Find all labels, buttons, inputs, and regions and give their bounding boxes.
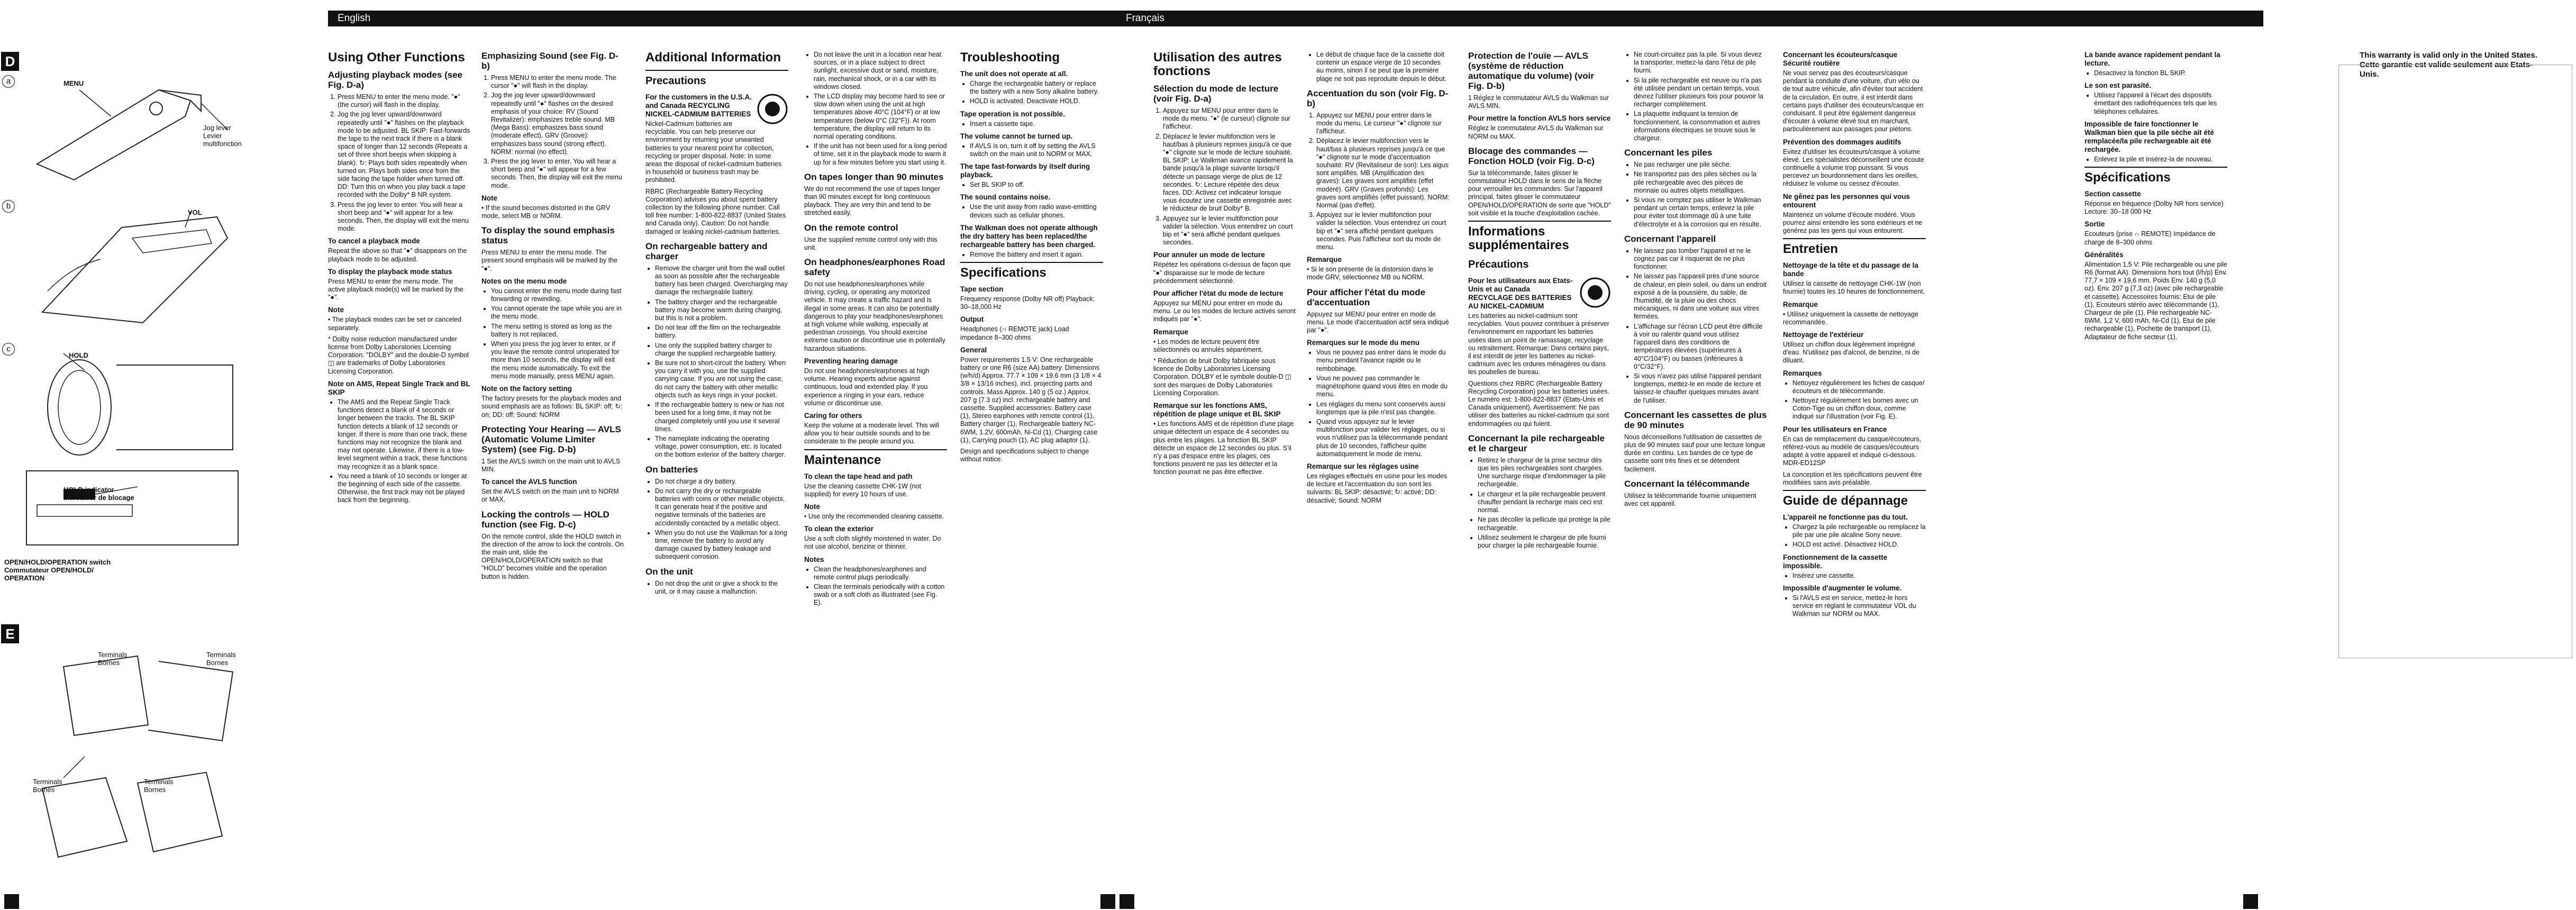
heading: On the remote control (804, 222, 898, 233)
paragraph: • The playback modes can be set or canceled separately. (328, 316, 462, 332)
heading: To cancel the AVLS function (481, 478, 577, 486)
list-item: • You need a blank of 10 seconds or longer at the beginning of each side of the cassette. Otherwise, the first track may not be played back from the beginning. (338, 472, 471, 505)
heading: Sortie (2085, 220, 2105, 229)
section-title: Additional Information (645, 51, 781, 65)
list-item: • Clean the terminals periodically with a cotton swab or a soft cloth as illustrated (see Fig. E). (814, 583, 947, 607)
paragraph: RBRC (Rechargeable Battery Recycling Corporation) advises you about spent battery collection by the following phone number. Call toll free number: 1-800-822-8837 (United States and Canada only). Caution: Do not handle damaged or leaking nickel-cadmium batteries. (645, 187, 786, 235)
step: 3. Appuyez sur le levier multifonction pour valider la sélection. Vous entendrez un court bip et "●" sera affiché pendant quelques secondes. Puis l'afficheur sort du mode de menu. (1316, 211, 1450, 251)
heading: Note on the factory setting (481, 385, 572, 393)
heading: To clean the exterior (804, 525, 874, 533)
list-item: • Enlevez la pile et insérez-la de nouveau. (2094, 156, 2227, 163)
list-item: • L'affichage sur l'écran LCD peut être difficile à voir ou ralentir quand vous utilisez l'appareil dans des conditions de températures élevées (supérieures à 40°C/104°F) ou basses (inférieures à 0°C/32°F). (1634, 323, 1767, 371)
paragraph: Réponse en fréquence (Dolby NR hors service) Lecture: 30–18 000 Hz (2085, 200, 2224, 216)
list-item: • La plaquette indiquant la tension de fonctionnement, la consommation et autres informations électriques se trouve sous le chargeur. (1634, 110, 1767, 142)
warranty-french: Cette garantie est valide seulement aux Etats-Unis. (2360, 60, 2533, 79)
list-item: • Nettoyez régulièrement les bornes avec un Coton-Tige ou un chiffon doux, comme indiqué sur l'illustration (voir Fig. E). (1792, 397, 1926, 421)
open-switch-label: OPEN/HOLD/OPERATION switch (4, 558, 111, 566)
section-title: Spécifications (2085, 170, 2171, 185)
heading: Pour afficher l'état du mode d'accentuation (1307, 287, 1426, 307)
list-item: • Quand vous appuyez sur le levier multifonction pour valider les réglages, ou si vous n'utilisez pas la télécommande pendant plus de 10 secondes, l'afficheur quitte automatiquement le mode de menu. (1316, 418, 1450, 458)
heading: Emphasizing Sound (see Fig. D-b) (481, 51, 618, 71)
heading: Nettoyage de l'extérieur (1783, 331, 1864, 339)
list-item: • Si la pile rechargeable est neuve ou n'a pas été utilisée pendant un certain temps, vous devrez l'utiliser plusieurs fois pour pouvoir la recharger complètement. (1634, 77, 1767, 109)
paragraph: Do not use headphones/earphones at high volume. Hearing experts advise against continuous, loud and extended play. If you experience a ringing in your ears, reduce volume or discontinue use. (804, 367, 930, 407)
paragraph: Evitez d'utiliser les écouteurs/casque à volume élevé. Les spécialistes déconseillent une écoute continuelle à volume trop puissant. Si vous percevez un bourdonnement dans les oreilles, réduisez le volume ou cessez d'écouter. (1783, 148, 1924, 188)
list-item: • Do not carry the dry or rechargeable batteries with coins or other metallic objects. It can generate heat if the positive and negative terminals of the batteries are accidentally contacted by a metallic object. (655, 487, 788, 527)
warranty-english: This warranty is valid only in the United States. (2360, 51, 2537, 60)
en-column-5 (960, 51, 1103, 897)
paragraph: • Si le son présente de la distorsion dans le mode GRV, sélectionnez MB ou NORM. (1307, 266, 1434, 281)
multifonction-label: multifonction (203, 140, 242, 148)
terminals-label-3: Terminals (33, 778, 62, 786)
list-item: • Remove the charger unit from the wall outlet as soon as possible after the rechargeable battery has been charged. Overcharging may damage the rechargeable battery. (655, 265, 788, 297)
heading: Tape section (960, 285, 1004, 294)
list-item: • Si vous ne comptez pas utiliser le Walkman pendant un certain temps, enlevez la pile pour éviter tout dommage dû à une fuite d'électrolyte et à la corrosion qui en résulte. (1634, 196, 1767, 229)
list-item: • Utilisez seulement le chargeur de pile fourni pour charger la pile rechargeable fournie. (1478, 534, 1611, 550)
en-column-2 (481, 51, 624, 897)
paragraph: Nous déconseillons l'utilisation de cassettes de plus de 90 minutes sauf pour une lecture longue durée en continu. Les bandes de ce type de cassette sont très fines et se détendent facilement. (1624, 433, 1765, 473)
heading: On batteries (645, 464, 698, 475)
paragraph: Power requirements 1.5 V: One rechargeable battery or one R6 (size AA) battery. Dimensions (w/h/d) Approx. 77.7 × 109 × 19.6 mm (3 1/8 × 4 3/8 × 13/16 inches), incl. projecting parts and controls. Mass Approx. 140 g (5 oz.) Approx. 207 g (7.3 oz) incl. rechargeable battery and cassette. Supplied accessories: Battery case (1), Stereo earphones with remote control (1), Battery charger (1), Rechargeable battery NC-6WM, 1.2V, 600mAh, Ni-Cd (1), Charging case (1), Carrying pouch (1), AC plug adaptor (1). (960, 356, 1102, 444)
paragraph: The factory presets for the playback modes and sound emphasis are as follows: BL SKIP: off; ↻: on; DD: off; Sound: NORM (481, 395, 623, 418)
heading: La bande avance rapidement pendant la lecture. (2085, 51, 2220, 67)
paragraph: 1 Set the AVLS switch on the main unit to AVLS MIN. (481, 457, 621, 473)
en-column-4 (804, 51, 947, 897)
heading: Remarque (1153, 327, 1189, 336)
list-item: • Chargez la pile rechargeable ou remplacez la pile par une pile alcaline Sony neuve. (1792, 523, 1926, 539)
heading: Remarques (1783, 369, 1822, 377)
step: 2. Jog the jog lever upward/downward repeatedly until "●" flashes on the playback mode to be adjusted. BL SKIP: Fast-forwards the tape to the next track if there is a blank space of longer than 12 seconds (Repeats a set of three short beeps when skipping a blank). ↻: Plays both sides repeatedly when turned on. Plays both sides once from the side facing the tape holder when turned off. DD: Turn this on when you play back a tape recorded with the Dolby* B NR system. (338, 111, 471, 199)
paragraph: Use the supplied remote control only with this unit. (804, 235, 937, 251)
list-item: • You cannot operate the tape while you are in the menu mode. (491, 305, 624, 321)
hold-label: HOLD (69, 351, 88, 359)
list-item: • Si vous n'avez pas utilisé l'appareil pendant longtemps, mettez-le en mode de lecture et laissez-le chauffer quelques minutes avant de l'utiliser. (1634, 372, 1767, 405)
paragraph: En cas de remplacement du casque/écouteurs, référez-vous au modèle de casques/écouteurs adapté à votre appareil et indiqué ci-dessous. MDR-ED12SP (1783, 435, 1922, 467)
list-item: • The menu setting is stored as long as the battery is not replaced. (491, 323, 624, 339)
terminals-label-1: Terminals (98, 651, 128, 659)
fr-column-2 (1307, 51, 1450, 897)
footnote: * Dolby noise reduction manufactured under license from Dolby Laboratories Licensing Corporation. "DOLBY" and the double-D symbol ◫ are trademarks of Dolby Laboratories Licensing Corporation. (328, 335, 469, 375)
heading: Adjusting playback modes (see Fig. D-a) (328, 70, 463, 90)
list-item: • Le chargeur et la pile rechargeable peuvent chauffer pendant la recharge mais ceci est normal. (1478, 490, 1611, 515)
heading: Remarque sur les fonctions AMS, répétition de plage unique et BL SKIP (1153, 402, 1281, 418)
heading: Protection de l'ouïe — AVLS (système de réduction automatique du volume) (voir Fig. D-b) (1468, 51, 1595, 91)
heading: Remarque (1783, 300, 1818, 308)
heading: To display the playback mode status (328, 267, 452, 276)
jog-lever-label: Jog lever (203, 124, 231, 132)
heading: Tape operation is not possible. (960, 110, 1065, 118)
list-item: • If the unit has not been used for a long period of time, set it in the playback mode to warm it up for a few minutes before you start using it. (814, 142, 947, 167)
section-title: Entretien (1783, 242, 1838, 257)
heading: Prévention des dommages auditifs (1783, 138, 1901, 146)
heading: Ne gênez pas les personnes qui vous entourent (1783, 192, 1910, 209)
section-title: Troubleshooting (960, 51, 1060, 65)
figure-label-a: a (2, 75, 15, 88)
list-item: • HOLD is activated. Deactivate HOLD. (970, 97, 1103, 105)
step: 2. Jog the jog lever upward/downward repeatedly until "●" flashes on the desired emphasis of your choice: RV (Sound Revitalizer): emphasizes treble sound. MB (Mega Bass): emphasizes bass sound (moderate effect). GRV (Groove): emphasizes bass sound (strong effect). NORM: normal (no effect). (491, 92, 624, 156)
list-item: • Ne pas décoller la pellicule qui protège la pile rechargeable. (1478, 516, 1611, 532)
figure-tab-e: E (1, 624, 19, 643)
fr-column-6 (2085, 51, 2227, 897)
list-item: • Do not drop the unit or give a shock to the unit, or it may cause a malfunction. (655, 580, 788, 596)
heading: Pour mettre la fonction AVLS hors service (1468, 114, 1611, 123)
paragraph: Headphones (∩ REMOTE jack) Load impedance 8–300 ohms (960, 325, 1069, 341)
heading: The unit does not operate at all. (960, 70, 1068, 78)
heading: Note on AMS, Repeat Single Track and BL SKIP (328, 379, 470, 396)
figure-tab-d: D (1, 52, 19, 71)
paragraph: • Utilisez uniquement la cassette de nettoyage recommandée. (1783, 310, 1918, 326)
en-column-3 (645, 51, 788, 897)
vol-label: VOL (188, 208, 202, 216)
paragraph: Utilisez un chiffon doux légèrement imprégné d'eau. N'utilisez pas d'alcool, de benzine, ni de diluant. (1783, 341, 1920, 365)
heading: Concernant l'appareil (1624, 233, 1716, 244)
heading: Concernant la pile rechargeable et le chargeur (1468, 433, 1605, 453)
section-title: Guide de dépannage (1783, 493, 1908, 508)
walkman-volume-illustration (26, 206, 249, 328)
hold-indicator-label: HOLD indicator (63, 486, 114, 494)
figure-label-b: b (2, 200, 15, 213)
step: 1. Appuyez sur MENU pour entrer dans le mode du menu. "●" (le curseur) clignote sur l'afficheur. (1163, 107, 1296, 131)
paragraph: Utilisez la télécommande fournie uniquement avec cet appareil. (1624, 492, 1756, 507)
paragraph: We do not recommend the use of tapes longer than 90 minutes except for long continuous playback. They are very thin and tend to be stretched easily. (804, 185, 940, 217)
heading: Le son est parasité. (2085, 81, 2152, 90)
heading: Pour les utilisateurs en France (1783, 425, 1887, 433)
paragraph: Use a soft cloth slightly moistened in water. Do not use alcohol, benzine or thinner. (804, 535, 941, 551)
paragraph: On the remote control, slide the HOLD switch in the direction of the arrow to lock the controls. On the main unit, slide the OPEN/HOLD/OPERATION switch so that "HOLD" becomes visible and the operation button is hidden. (481, 532, 624, 580)
heading: On headphones/earphones Road safety (804, 257, 945, 278)
step: 1. Appuyez sur MENU pour entrer dans le mode du menu. Le curseur "●" clignote sur l'afficheur. (1316, 112, 1450, 136)
heading: The Walkman does not operate although the dry battery has been replaced/the rechargeable battery has been charged. (960, 223, 1098, 249)
list-item: • Utilisez l'appareil à l'écart des dispositifs émettant des radiofréquences tels que les téléphones cellulaires. (2094, 92, 2227, 116)
list-item: • Ne transportez pas des piles sèches ou la pile rechargeable avec des pièces de monnaie ou autres objets métalliques. (1634, 170, 1767, 195)
paragraph: Press MENU to enter the menu mode. The present sound emphasis will be marked by the "●". (481, 249, 618, 272)
section-title: Utilisation des autres fonctions (1153, 51, 1282, 78)
paragraph: Ne vous servez pas des écouteurs/casque pendant la conduite d'une voiture, d'un vélo ou de tout autre véhicule, afin d'éviter tout accident de la circulation. En outre, il est interdit dans certains pays d'utiliser des écouteurs/casque en conduisant. Il peut être également dangereux d'écouter à volume élevé tout en marchant, particulièrement aux passages pour piétons. (1783, 69, 1924, 133)
bornes-label-4: Bornes (144, 786, 166, 794)
heading: The sound contains noise. (960, 193, 1051, 202)
indicateur-blocage-label: Indicateur de blocage (63, 494, 134, 502)
heading: On the unit (645, 566, 693, 577)
paragraph: La conception et les spécifications peuvent être modifiées sans avis préalable. (1783, 470, 1922, 486)
list-item: • Ne laissez pas l'appareil près d'une source de chaleur, en plein soleil, ou dans un endroit exposé à de la poussière, du sable, de l'humidité, de la pluie ou des chocs mécaniques, ni dans une voiture aux vitres fermées. (1634, 272, 1767, 321)
english-header-band: English (328, 11, 1117, 26)
paragraph: Questions chez RBRC (Rechargeable Battery Recycling Corporation) pour les batteries usées. Le numéro est: 1-800-822-8837 (Etats-Unis et Canada uniquement). Avertissement: Ne pas utiliser des batteries au nickel-cadmium qui sont endommagées ou qui fuient. (1468, 379, 1609, 427)
francais-header-band: Français (1116, 11, 2263, 26)
list-item: • Ne court-circuitez pas la pile. Si vous devez la transporter, mettez-la dans l'étui de pile fourni. (1634, 51, 1767, 75)
paragraph: Maintenez un volume d'écoute modéré. Vous pourrez ainsi entendre les sons extérieurs et ne générez pas les gens qui vous entourent. (1783, 211, 1923, 235)
menu-label: MENU (63, 79, 84, 87)
step: 2. Déplacez le levier multifonction vers le haut/bas à plusieurs reprises jusqu'à ce que "●" clignote sur le mode de lecture souhaité. BL SKIP: Le Walkman avance rapidement la bande jusqu'à la plage suivante lorsqu'il détecte un passage vierge de plus de 12 secondes. ↻: Lecture répétée des deux faces. DD: Activez cet indicateur lorsque vous écoutez une cassette enregistrée avec le réducteur de bruit Dolby* B. (1163, 133, 1296, 213)
heading: Note (481, 194, 497, 202)
list-item: • The AMS and the Repeat Single Track functions detect a blank of 4 seconds or longer between the tracks. The BL SKIP function detects a blank of 12 seconds or longer. If there is more than one track, these functions may not recognize the blank and may not operate. Likewise, if there is a low-level segment within a track, these functions may recognize it as a blank space. (338, 398, 471, 471)
paragraph: Alimentation 1,5 V: Pile rechargeable ou une pile R6 (format AA). Dimensions hors tout (l/h/p) Env. 77,7 × 109 × 19,6 mm. Poids Env. 140 g (5,0 oz). Env. 207 g (7,3 oz) (avec pile rechargeable et cassette). Accessoires fournis: Etui de pile (1), Ecouteurs stéréo avec télécommande (1), Chargeur de pile (1), Pile rechargeable NC-6WM, 1,2 V, 600 mAh, Ni-Cd (1), Etui de pile rechargeable (1), Pochette de transport (1), Adaptateur de fiche secteur (1). (2085, 260, 2227, 341)
heading: To clean the tape head and path (804, 472, 913, 480)
paragraph: Set the AVLS switch on the main unit to NORM or MAX. (481, 488, 619, 504)
heading: Preventing hearing damage (804, 357, 898, 365)
heading: Concernant les écouteurs/casque Sécurité routière (1783, 51, 1898, 67)
list-item: • If the rechargeable battery is new or has not been used for a long time, it may not be charged completely until you use it several times. (655, 401, 788, 433)
paragraph: • Use only the recommended cleaning cassette. (804, 512, 944, 520)
paragraph: Utilisez la cassette de nettoyage CHK-1W (non fournie) toutes les 10 heures de fonctionnement. (1783, 280, 1925, 296)
en-column-1 (328, 51, 471, 897)
fr-column-1 (1153, 51, 1296, 897)
heading: Nettoyage de la tête et du passage de la bande (1783, 261, 1918, 278)
list-item: • Ne pas recharger une pile sèche. (1634, 161, 1767, 169)
terminals-cleaning-illustration (32, 651, 249, 873)
heading: Notes on the menu mode (481, 277, 567, 285)
paragraph: Do not use headphones/earphones while driving, cycling, or operating any motorized vehicle. It may create a traffic hazard and is illegal in some areas. It can also be potentially dangerous to play your headphones/earphones at high volume while walking, especially at pedestrian crossings. You should exercise extreme caution or discontinue use in potentially hazardous situations. (804, 280, 945, 352)
paragraph: Sur la télécommande, faites glisser le commutateur HOLD dans le sens de la flèche pour verrouiller les commandes. Sur l'appareil principal, faites glisser le commutateur OPEN/HOLD/OPERATION de sorte que "HOLD" soit visible et la touche d'exploitation cachée. (1468, 169, 1611, 217)
heading: Impossible d'augmenter le volume. (1783, 584, 1902, 592)
paragraph: 1 Réglez le commutateur AVLS du Walkman sur AVLS MIN. (1468, 94, 1609, 110)
step: 2. Déplacez le levier multifonction vers le haut/bas à plusieurs reprises jusqu'à ce que "●" clignote sur le mode d'accentuation souhaité: RV (Revitaliseur de son): Les aigus sont amplifiés. MB (Amplification des graves): Les graves sont amplifiés (effet modéré). GRV (Graves profonds): Les graves sont amplifiés (effet puissant). NORM: Normal (pas d'effet). (1316, 137, 1450, 210)
paragraph: Keep the volume at a moderate level. This will allow you to hear outside sounds and to be considerate to the people around you. (804, 421, 939, 445)
paragraph: Appuyez sur MENU pour entrer en mode de menu. Le mode d'accentuation actif sera indiqué par "●". (1307, 310, 1449, 334)
heading: Notes (804, 555, 824, 563)
heading: To cancel a playback mode (328, 237, 420, 245)
list-item: • You cannot enter the menu mode during fast forwarding or rewinding. (491, 287, 624, 303)
figure-label-c: c (2, 343, 15, 356)
warranty-frame (2338, 65, 2572, 658)
paragraph: Appuyez sur MENU pour entrer en mode du menu. Le ou les modes de lecture activés seront indiqués par "●". (1153, 299, 1296, 323)
bornes-label-1: Bornes (98, 659, 120, 667)
heading: The tape fast-forwards by itself during playback. (960, 162, 1090, 179)
heading: Pour les utilisateurs aux Etats-Unis et au Canada RECYCLAGE DES BATTERIES AU NICKEL-CADMIUM (1468, 277, 1573, 311)
paragraph: Repeat the above so that "●" disappears on the playback mode to be adjusted. (328, 247, 467, 263)
list-item: • The nameplate indicating the operating voltage, power consumption, etc. is located on the bottom exterior of the battery charger. (655, 435, 788, 459)
paragraph: Les batteries au nickel-cadmium sont recyclables. Vous pouvez contribuer à préserver l'environnement en rapportant les batteries usées dans un point de ramassage, recyclage ou retraitement. Remarque: Dans certains pays, il est interdit de jeter les batteries au nickel-cadmium avec les ordures ménagères ou dans les poubelles de bureau. (1468, 312, 1609, 376)
registration-mark (4, 894, 19, 909)
heading: Protecting Your Hearing — AVLS (Automatic Volume Limiter System) (see Fig. D-b) (481, 424, 621, 454)
recycling-logo-icon (757, 93, 788, 125)
step: 1. Press MENU to enter the menu mode. The cursor "●" will flash in the display. (491, 74, 624, 90)
list-item: • Charge the rechargeable battery or replace the battery with a new Sony alkaline battery. (970, 80, 1103, 96)
section-title: Maintenance (804, 452, 881, 467)
paragraph: Frequency response (Dolby NR off) Playback: 30–18,000 Hz (960, 295, 1095, 311)
list-item: • Be sure not to short-circuit the battery. When you carry it with you, use the supplied carrying case. If you are not using the case, do not carry the battery with other metallic objects such as keys rings in your pocket. (655, 359, 788, 399)
step: 1. Press MENU to enter the menu mode. "●" (the cursor) will flash in the display. (338, 93, 471, 109)
paragraph: Use the cleaning cassette CHK-1W (not supplied) for every 10 hours of use. (804, 482, 921, 498)
heading: Pour afficher l'état du mode de lecture (1153, 289, 1284, 298)
heading: On tapes longer than 90 minutes (804, 171, 944, 182)
registration-mark (1119, 894, 1134, 909)
step: 3. Press the jog lever to enter. You will hear a short beep and "●" will appear for a few seconds. Then, the display will exit the menu mode. (338, 201, 471, 233)
list-item: • Use the unit away from radio wave-emitting devices such as cellular phones. (970, 203, 1103, 219)
list-item: • HOLD est activé. Désactivez HOLD. (1792, 541, 1926, 549)
bornes-label-3: Bornes (33, 786, 55, 794)
list-item: • When you press the jog lever to enter, or if you leave the remote control unoperated for more than 10 seconds, the display will exit the menu mode automatically. To exit the menu mode manually, press MENU again. (491, 340, 624, 380)
list-item: • Insérez une cassette. (1792, 572, 1926, 580)
list-item: • Do not charge a dry battery. (655, 478, 788, 486)
heading: Pour annuler un mode de lecture (1153, 251, 1265, 259)
registration-mark (2243, 894, 2258, 909)
heading: Precautions (645, 75, 706, 87)
step: 3. Appuyez sur le levier multifonction pour valider la sélection. Vous entendrez un court bip et "●" sera affiché pendant quelques secondes. (1163, 215, 1296, 247)
heading: L'appareil ne fonctionne pas du tout. (1783, 513, 1908, 521)
operation-label: OPERATION (4, 574, 45, 582)
list-item: • Nettoyez régulièrement les fiches de casque/écouteurs et de télécommande. (1792, 379, 1926, 395)
heading: Remarque (1307, 256, 1342, 264)
list-item: • Use only the supplied battery charger to charge the supplied rechargeable battery. (655, 342, 788, 358)
fr-column-3 (1468, 51, 1611, 897)
open-hold-switch-illustration (21, 466, 249, 556)
list-item: • Vous ne pouvez pas entrer dans le mode du menu pendant l'avance rapide ou le rembobinage. (1316, 349, 1450, 373)
heading: For the customers in the U.S.A. and Canada RECYCLING NICKEL-CADMIUM BATTERIES (645, 93, 752, 118)
heading: Note (328, 306, 344, 314)
heading: Remarque sur les réglages usine (1307, 462, 1419, 470)
section-title: Using Other Functions (328, 51, 465, 65)
list-item: • Si l'AVLS est en service, mettez-le hors service en réglant le commutateur VOL du Walkman sur NORM ou MAX. (1792, 594, 1926, 618)
list-item: • Do not leave the unit in a location near heat sources, or in a place subject to direct sunlight, excessive dust or sand, moisture, rain, mechanical shock, or in a car with its windows closed. (814, 51, 947, 91)
list-item: • Le début de chaque face de la cassette doit contenir un espace vierge de 10 secondes au moins, sinon il se peut que la première plage ne soit pas reproduite depuis le début. (1316, 51, 1450, 83)
list-item: • Remove the battery and insert it again. (970, 251, 1103, 259)
recycling-logo-icon (1579, 277, 1611, 308)
hold-switch-illustration (21, 349, 249, 460)
heading: Concernant les cassettes de plus de 90 minutes (1624, 410, 1767, 430)
list-item: • When you do not use the Walkman for a long time, remove the battery to avoid any damage caused by battery leakage and subsequent corrosion. (655, 529, 788, 561)
list-item: • Les réglages du menu sont conservés aussi longtemps que la pile n'est pas changée. (1316, 401, 1450, 416)
list-item: • If AVLS is on, turn it off by setting the AVLS switch on the main unit to NORM or MAX. (970, 142, 1103, 158)
paragraph: • Les modes de lecture peuvent être sélectionnés ou annulés séparément. (1153, 338, 1263, 353)
heading: The volume cannot be turned up. (960, 132, 1073, 140)
footnote: * Réduction de bruit Dolby fabriquée sous licence de Dolby Laboratories Licensing Corporation. DOLBY et le symbole double-D ◫ sont des marques de Dolby Laboratories Licensing Corporation. (1153, 357, 1292, 397)
heading: Blocage des commandes — Fonction HOLD (voir Fig. D-c) (1468, 145, 1595, 166)
list-item: • Set BL SKIP to off. (970, 181, 1103, 189)
bornes-label-2: Bornes (206, 659, 229, 667)
paragraph: Ecouteurs (prise ∩ REMOTE) Impédance de charge de 8–300 ohms (2085, 230, 2216, 246)
paragraph: Répétez les opérations ci-dessus de façon que "●" disparaisse sur le mode de lecture précédemment sélectionné. (1153, 261, 1291, 285)
heading: Remarques sur le mode du menu (1307, 339, 1420, 347)
levier-label: Levier (203, 132, 222, 140)
heading: General (960, 345, 987, 354)
heading: Concernant les piles (1624, 148, 1713, 158)
paragraph: Press MENU to enter the menu mode. The active playback mode(s) will be marked by the "●". (328, 277, 463, 302)
heading: Généralités (2085, 250, 2124, 259)
heading: Sélection du mode de lecture (voir Fig. D-a) (1153, 84, 1279, 104)
section-title: Specifications (960, 266, 1046, 280)
section-title: Informations supplémentaires (1468, 224, 1569, 253)
commutateur-label: Commutateur OPEN/HOLD/ (4, 566, 94, 574)
heading: Accentuation du son (voir Fig. D-b) (1307, 88, 1449, 108)
list-item: • Retirez le chargeur de la prise secteur dès que les piles rechargeables sont chargées. Une surcharge risque d'endommager la pile rechargeable. (1478, 457, 1611, 489)
list-item: • Désactivez la fonction BL SKIP. (2094, 69, 2227, 77)
list-item: • The LCD display may become hard to see or slow down when using the unit at high temperatures above 40°C (104°F) or at low temperatures (below 0°C (32°F)). At room temperature, the display will return to its normal operating conditions. (814, 93, 947, 141)
heading: Section cassette (2085, 190, 2141, 198)
heading: Output (960, 315, 984, 324)
heading: On rechargeable battery and charger (645, 241, 768, 261)
list-item: • Do not tear off the film on the rechargeable battery. (655, 324, 788, 340)
heading: Locking the controls — HOLD function (see Fig. D-c) (481, 509, 609, 530)
terminals-label-2: Terminals (206, 651, 236, 659)
paragraph: • Les fonctions AMS et de répétition d'une plage unique détectent un espace de 4 secondes ou plus entre les plages. La fonction BL SKIP détecte un espace de 12 secondes ou plus. S'il n'y a pas d'espace entre les plages, ces fonctions peuvent ne pas les détecter et la fonction pourrait ne pas être effective. (1153, 420, 1294, 476)
list-item: • Ne laissez pas tomber l'appareil et ne le cognez pas car il risquerait de ne plus fonctionner. (1634, 247, 1767, 271)
paragraph: Les réglages effectués en usine pour les modes de lecture et l'accentuation du son sont les suivants: BL SKIP: désactivé; ↻: activé; DD: désactivé; Sound: NORM (1307, 472, 1448, 504)
heading: Caring for others (804, 411, 862, 420)
paragraph: Nickel-Cadmium batteries are recyclable. You can help preserve our environment by returning your unwanted batteries to your nearest point for collection, recycling or proper disposal. Note: In some areas the disposal of nickel-cadmium batteries in household or business trash may be prohibited. (645, 120, 782, 184)
list-item: • Vous ne pouvez pas commander le magnétophone quand vous êtes en mode du menu. (1316, 375, 1450, 399)
list-item: • Clean the headphones/earphones and remote control plugs periodically. (814, 566, 947, 581)
list-item: • Insert a cassette tape. (970, 120, 1103, 128)
paragraph: Design and specifications subject to change without notice. (960, 448, 1089, 463)
heading: Précautions (1468, 259, 1529, 271)
fr-column-5 (1783, 51, 1926, 897)
heading: Fonctionnement de la cassette impossible. (1783, 553, 1888, 570)
fr-column-4 (1624, 51, 1767, 897)
paragraph: Réglez le commutateur AVLS du Walkman sur NORM ou MAX. (1468, 124, 1604, 140)
heading: To display the sound emphasis status (481, 225, 615, 246)
heading: Note (804, 502, 820, 511)
paragraph: • If the sound becomes distorted in the GRV mode, select MB or NORM. (481, 204, 611, 220)
heading: Concernant la télécommande (1624, 478, 1750, 489)
list-item: • The battery charger and the rechargeable battery may become warm during charging, but this is not a problem. (655, 298, 788, 323)
heading: Impossible de faire fonctionner le Walkman bien que la pile sèche ait été remplacée/la pile rechargeable ait été rechargée. (2085, 120, 2214, 153)
terminals-label-4: Terminals (144, 778, 174, 786)
step: 3. Press the jog lever to enter. You will hear a short beep and "●" will appear for a few seconds. Then, the display will exit the menu mode. (491, 158, 624, 190)
